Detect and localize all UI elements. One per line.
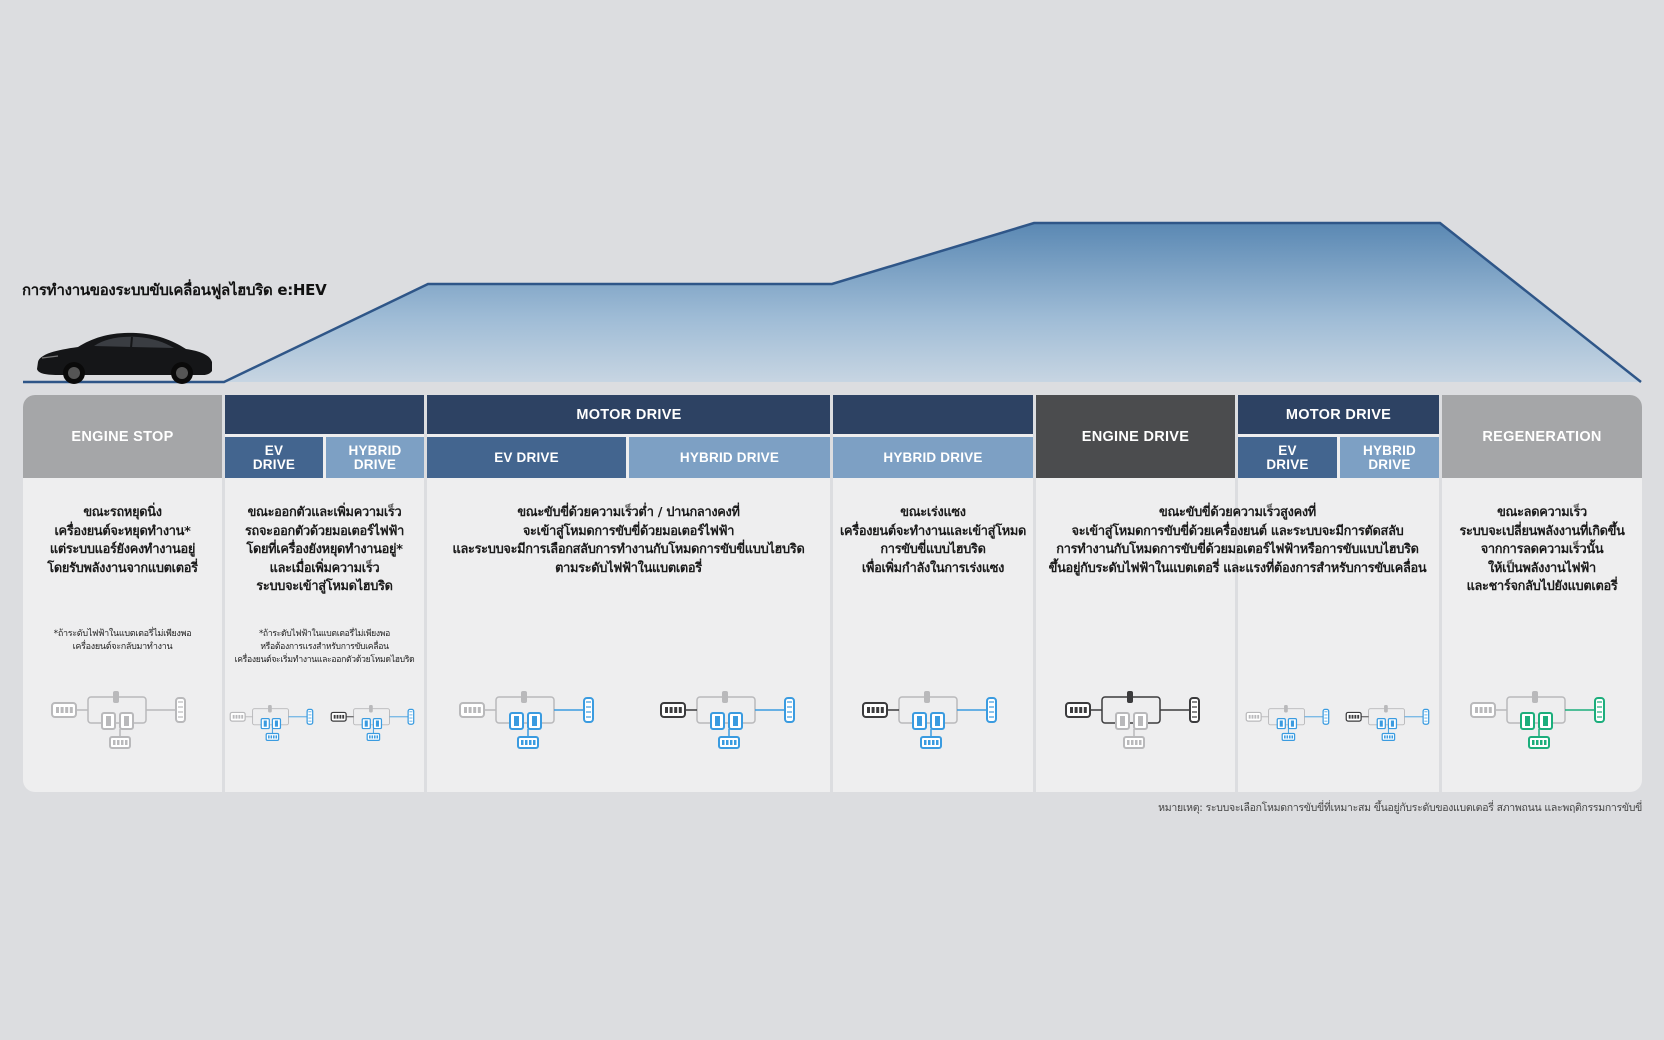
battery-cell-icon bbox=[1389, 735, 1391, 738]
engine-cylinder-icon bbox=[1349, 715, 1351, 719]
powertrain-diagram-engine-stop bbox=[50, 691, 195, 761]
battery-cell-icon bbox=[113, 740, 116, 745]
engine-cylinder-icon bbox=[61, 707, 64, 713]
description-launch: ขณะออกตัวและเพิ่มความเร็ว รถจะออกตัวด้วยมอเตอร์ไฟฟ้า โดยที่เครื่องยังหยุดทำงานอยู่* และเมื่อเพิ่มความเร็ว ระบบจะเข้าสู่โหมดไฮบริด bbox=[244, 505, 405, 594]
header-hybrid-drive-highway: HYBRID DRIVE bbox=[1340, 437, 1439, 478]
clutch-icon bbox=[1384, 705, 1388, 712]
engine-cylinder-icon bbox=[1484, 707, 1487, 713]
battery-cell-icon bbox=[734, 740, 737, 745]
battery-cell-icon bbox=[1289, 735, 1291, 738]
motor-core-icon bbox=[1391, 721, 1394, 727]
header-hybrid-drive-overtake: HYBRID DRIVE bbox=[833, 437, 1033, 478]
engine-cylinder-icon bbox=[238, 715, 240, 719]
engine-cylinder-icon bbox=[334, 715, 336, 719]
powertrain-diagram-highway-hybrid bbox=[1345, 705, 1435, 751]
battery-cell-icon bbox=[117, 740, 120, 745]
battery-cell-icon bbox=[1544, 740, 1547, 745]
battery-cell-icon bbox=[928, 740, 931, 745]
clutch-icon bbox=[268, 705, 272, 712]
battery-cell-icon bbox=[525, 740, 528, 745]
generator-core-icon bbox=[264, 721, 267, 727]
engine-cylinder-icon bbox=[65, 707, 68, 713]
battery-cell-icon bbox=[271, 735, 273, 738]
description-highway: ขณะขับขี่ด้วยความเร็วสูงคงที่ จะเข้าสู่โหมดการขับขี่ด้วยเครื่องยนต์ และระบบจะมีการตัดสลับ การทำงานกับโหมดการขับขี่ด้วยมอเตอร์ไฟฟ้าหรือการขับแบบไฮบริด ขึ้นอยู่กับระดับไฟฟ้าในแบตเตอรี่ และแรงที่ต้องการสำหรับการขับเคลื่อน bbox=[1048, 505, 1427, 576]
engine-cylinder-icon bbox=[1475, 707, 1478, 713]
description-overtake: ขณะเร่งแซง เครื่องยนต์จะทำงานและเข้าสู่โหมด การขับขี่แบบไฮบริด เพื่อเพิ่มกำลังในการเร่งแซง bbox=[839, 505, 1027, 576]
battery-cell-icon bbox=[1532, 740, 1535, 745]
powertrain-diagram-cruise-ev bbox=[458, 691, 603, 761]
generator-core-icon bbox=[1120, 716, 1125, 726]
battery-cell-icon bbox=[1392, 735, 1394, 738]
column-divider bbox=[1235, 395, 1238, 792]
battery-cell-icon bbox=[722, 740, 725, 745]
engine-cylinder-icon bbox=[1352, 715, 1354, 719]
header-hybrid-drive-cruise: HYBRID DRIVE bbox=[629, 437, 830, 478]
engine-cylinder-icon bbox=[1354, 715, 1356, 719]
modes-panel bbox=[23, 395, 1642, 792]
description-regeneration: ขณะลดความเร็ว ระบบจะเปลี่ยนพลังงานที่เกิดขึ้น จากการลดความเร็วนั้น ให้เป็นพลังงานไฟฟ้า และชาร์จกลับไปยังแบตเตอรี่ bbox=[1459, 505, 1625, 594]
generator-core-icon bbox=[715, 716, 720, 726]
clutch-icon bbox=[924, 691, 930, 703]
clutch-icon bbox=[369, 705, 373, 712]
battery-cell-icon bbox=[1536, 740, 1539, 745]
motor-core-icon bbox=[1291, 721, 1294, 727]
generator-core-icon bbox=[1380, 721, 1383, 727]
battery-cell-icon bbox=[1292, 735, 1294, 738]
battery-cell-icon bbox=[268, 735, 270, 738]
battery-cell-icon bbox=[1135, 740, 1138, 745]
header-ev-drive-cruise: EV DRIVE bbox=[427, 437, 626, 478]
battery-cell-icon bbox=[377, 735, 379, 738]
note-engine-stop: *ถ้าระดับไฟฟ้าในแบตเตอรี่ไม่เพียงพอ เครื่องยนต์จะกลับมาทำงาน bbox=[53, 629, 192, 652]
engine-cylinder-icon bbox=[1489, 707, 1492, 713]
battery-cell-icon bbox=[533, 740, 536, 745]
battery-cell-icon bbox=[1284, 735, 1286, 738]
header-engine-stop: ENGINE STOP bbox=[23, 395, 222, 478]
column-divider bbox=[830, 395, 833, 792]
engine-cylinder-icon bbox=[872, 707, 875, 713]
powertrain-diagram-launch-ev bbox=[229, 705, 319, 751]
battery-cell-icon bbox=[1384, 735, 1386, 738]
engine-cylinder-icon bbox=[233, 715, 235, 719]
battery-cell-icon bbox=[1540, 740, 1543, 745]
battery-cell-icon bbox=[730, 740, 733, 745]
engine-cylinder-icon bbox=[679, 707, 682, 713]
engine-cylinder-icon bbox=[342, 715, 344, 719]
speed-profile-graphic bbox=[0, 0, 1664, 400]
engine-cylinder-icon bbox=[236, 715, 238, 719]
engine-cylinder-icon bbox=[674, 707, 677, 713]
battery-cell-icon bbox=[1387, 735, 1389, 738]
car-image bbox=[34, 328, 214, 384]
engine-cylinder-icon bbox=[1254, 715, 1256, 719]
battery-cell-icon bbox=[529, 740, 532, 745]
battery-cell-icon bbox=[374, 735, 376, 738]
engine-cylinder-icon bbox=[339, 715, 341, 719]
engine-cylinder-icon bbox=[1075, 707, 1078, 713]
description-cruise: ขณะขับขี่ด้วยความเร็วต่ำ / ปานกลางคงที่ จะเข้าสู่โหมดการขับขี่ด้วยมอเตอร์ไฟฟ้า และระบบจะมีการเลือกสลับการทำงานกับโหมดการขับขี่แบบไฮบริด ตามระดับไฟฟ้าในแบตเตอรี่ bbox=[452, 505, 805, 576]
engine-cylinder-icon bbox=[241, 715, 243, 719]
powertrain-diagram-regeneration bbox=[1469, 691, 1614, 761]
battery-cell-icon bbox=[1131, 740, 1134, 745]
generator-core-icon bbox=[1280, 721, 1283, 727]
description-engine-stop: ขณะรถหยุดนิ่ง เครื่องยนต์จะหยุดทำงาน* แต่ระบบแอร์ยังคงทำงานอยู่ โดยรับพลังงานจากแบตเตอรี่ bbox=[47, 505, 198, 576]
generator-core-icon bbox=[106, 716, 111, 726]
engine-cylinder-icon bbox=[70, 707, 73, 713]
battery-cell-icon bbox=[521, 740, 524, 745]
motor-core-icon bbox=[1138, 716, 1143, 726]
battery-cell-icon bbox=[924, 740, 927, 745]
motor-core-icon bbox=[376, 721, 379, 727]
motor-core-icon bbox=[275, 721, 278, 727]
generator-core-icon bbox=[514, 716, 519, 726]
engine-cylinder-icon bbox=[670, 707, 673, 713]
engine-cylinder-icon bbox=[478, 707, 481, 713]
battery-cell-icon bbox=[726, 740, 729, 745]
note-launch: *ถ้าระดับไฟฟ้าในแบตเตอรี่ไม่เพียงพอ หรือต้องการแรงสำหรับการขับเคลื่อน เครื่องยนต์จะเริ่มทำงานและออกตัวด้วยโหมดไฮบริด bbox=[234, 629, 415, 665]
speed-profile-area bbox=[224, 223, 1641, 382]
engine-cylinder-icon bbox=[1252, 715, 1254, 719]
clutch-icon bbox=[521, 691, 527, 703]
battery-cell-icon bbox=[1287, 735, 1289, 738]
clutch-icon bbox=[722, 691, 728, 703]
clutch-icon bbox=[1127, 691, 1133, 703]
generator-core-icon bbox=[917, 716, 922, 726]
header-regeneration: REGENERATION bbox=[1442, 395, 1642, 478]
engine-cylinder-icon bbox=[1257, 715, 1259, 719]
battery-cell-icon bbox=[1139, 740, 1142, 745]
column-divider bbox=[1033, 395, 1036, 792]
powertrain-diagram-cruise-hybrid bbox=[659, 691, 804, 761]
engine-cylinder-icon bbox=[876, 707, 879, 713]
engine-cylinder-icon bbox=[337, 715, 339, 719]
engine-cylinder-icon bbox=[1084, 707, 1087, 713]
header-engine-drive: ENGINE DRIVE bbox=[1036, 395, 1235, 478]
motor-core-icon bbox=[1543, 716, 1548, 726]
engine-cylinder-icon bbox=[881, 707, 884, 713]
motor-core-icon bbox=[935, 716, 940, 726]
clutch-icon bbox=[1532, 691, 1538, 703]
battery-cell-icon bbox=[1127, 740, 1130, 745]
motor-core-icon bbox=[532, 716, 537, 726]
generator-core-icon bbox=[1525, 716, 1530, 726]
motor-core-icon bbox=[733, 716, 738, 726]
clutch-icon bbox=[1284, 705, 1288, 712]
battery-cell-icon bbox=[932, 740, 935, 745]
header-ev-drive-launch: EV DRIVE bbox=[225, 437, 323, 478]
battery-cell-icon bbox=[121, 740, 124, 745]
column-divider bbox=[424, 395, 427, 792]
engine-cylinder-icon bbox=[1480, 707, 1483, 713]
engine-cylinder-icon bbox=[1079, 707, 1082, 713]
engine-cylinder-icon bbox=[665, 707, 668, 713]
engine-cylinder-icon bbox=[867, 707, 870, 713]
powertrain-diagram-highway-ev bbox=[1245, 705, 1335, 751]
engine-cylinder-icon bbox=[1357, 715, 1359, 719]
clutch-icon bbox=[113, 691, 119, 703]
engine-cylinder-icon bbox=[1070, 707, 1073, 713]
footnote: หมายเหตุ: ระบบจะเลือกโหมดการขับขี่ที่เหมาะสม ขึ้นอยู่กับระดับของแบตเตอรี่ สภาพถนน และพฤติกรรมการขับขี่ bbox=[1158, 802, 1642, 814]
battery-cell-icon bbox=[273, 735, 275, 738]
battery-cell-icon bbox=[369, 735, 371, 738]
powertrain-diagram-overtake bbox=[861, 691, 1006, 761]
battery-cell-icon bbox=[936, 740, 939, 745]
engine-cylinder-icon bbox=[473, 707, 476, 713]
battery-cell-icon bbox=[276, 735, 278, 738]
header-hybrid-drive-launch: HYBRID DRIVE bbox=[326, 437, 424, 478]
generator-core-icon bbox=[365, 721, 368, 727]
battery-cell-icon bbox=[125, 740, 128, 745]
diagram-title: การทำงานของระบบขับเคลื่อนฟูลไฮบริด e:HEV bbox=[22, 281, 327, 299]
engine-cylinder-icon bbox=[469, 707, 472, 713]
powertrain-diagram-launch-hybrid bbox=[330, 705, 420, 751]
engine-cylinder-icon bbox=[56, 707, 59, 713]
engine-cylinder-icon bbox=[1249, 715, 1251, 719]
header-motor-drive-2: MOTOR DRIVE bbox=[1238, 395, 1439, 434]
engine-cylinder-icon bbox=[464, 707, 467, 713]
header-ev-drive-highway: EV DRIVE bbox=[1238, 437, 1337, 478]
header-motor-drive: MOTOR DRIVE bbox=[225, 395, 1033, 434]
powertrain-diagram-engine-drive bbox=[1064, 691, 1209, 761]
battery-cell-icon bbox=[372, 735, 374, 738]
motor-core-icon bbox=[124, 716, 129, 726]
